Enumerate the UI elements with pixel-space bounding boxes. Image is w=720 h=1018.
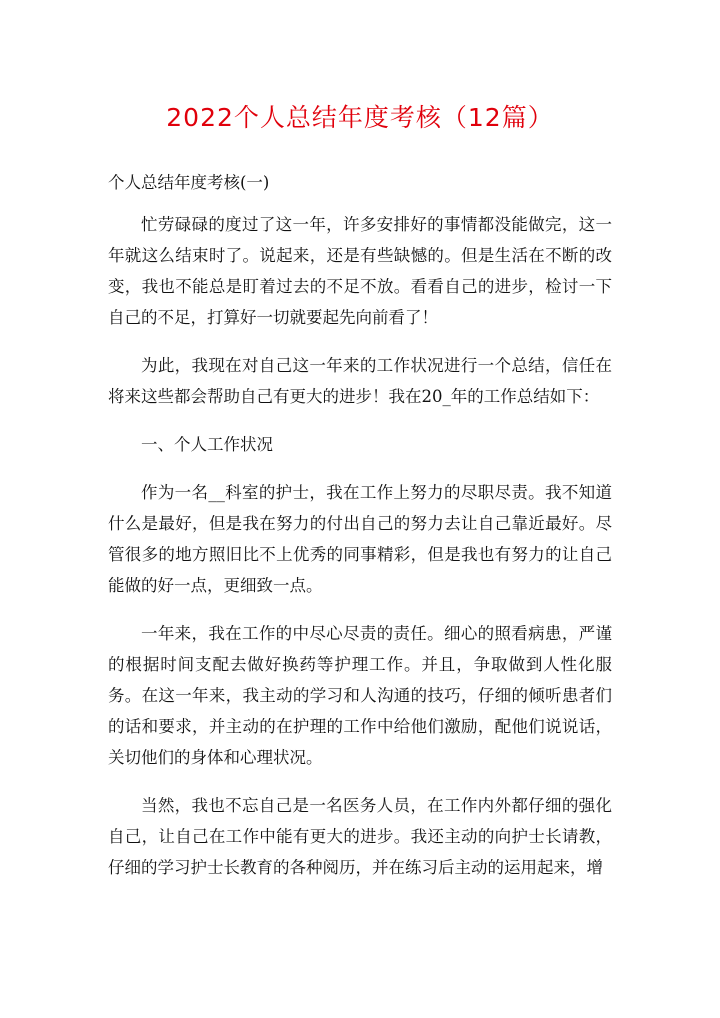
paragraph: 一年来，我在工作的中尽心尽责的责任。细心的照看病患，严谨的根据时间支配去做好换药等护理工作。并且，争取做到人性化服务。在这一年来，我主动的学习和人沟通的技巧，仔细的倾听患者们的话和要求，并主动的在护理的工作中给他们激励，配他们说说话，关切他们的身体和心理状况。 [108, 624, 612, 767]
document-body [108, 167, 612, 900]
paragraph: 当然，我也不忘自己是一名医务人员，在工作内外都仔细的强化自己，让自己在工作中能有更大的进步。我还主动的向护士长请教，仔细的学习护士长教育的各种阅历，并在练习后主动的运用起来，增 [108, 796, 612, 877]
section-heading: 个人总结年度考核(一) [108, 173, 270, 192]
paragraph: 作为一名__科室的护士，我在工作上努力的尽职尽责。我不知道什么是最好，但是我在努力的付出自己的努力去让自己靠近最好。尽管很多的地方照旧比不上优秀的同事精彩，但是我也有努力的让自己能做的好一点，更细致一点。 [108, 483, 612, 595]
subsection-heading: 一、个人工作状况 [141, 435, 273, 454]
document-title: 2022个人总结年度考核（12篇） [166, 103, 554, 132]
paragraph: 为此，我现在对自己这一年来的工作状况进行一个总结，信任在将来这些都会帮助自己有更大的进步！我在20_年的工作总结如下： [108, 356, 612, 406]
paragraph: 忙劳碌碌的度过了这一年，许多安排好的事情都没能做完，这一年就这么结束时了。说起来，还是有些缺憾的。但是生活在不断的改变，我也不能总是盯着过去的不足不放。看看自己的进步，检讨一下自己的不足，打算好一切就要起先向前看了！ [108, 215, 612, 327]
